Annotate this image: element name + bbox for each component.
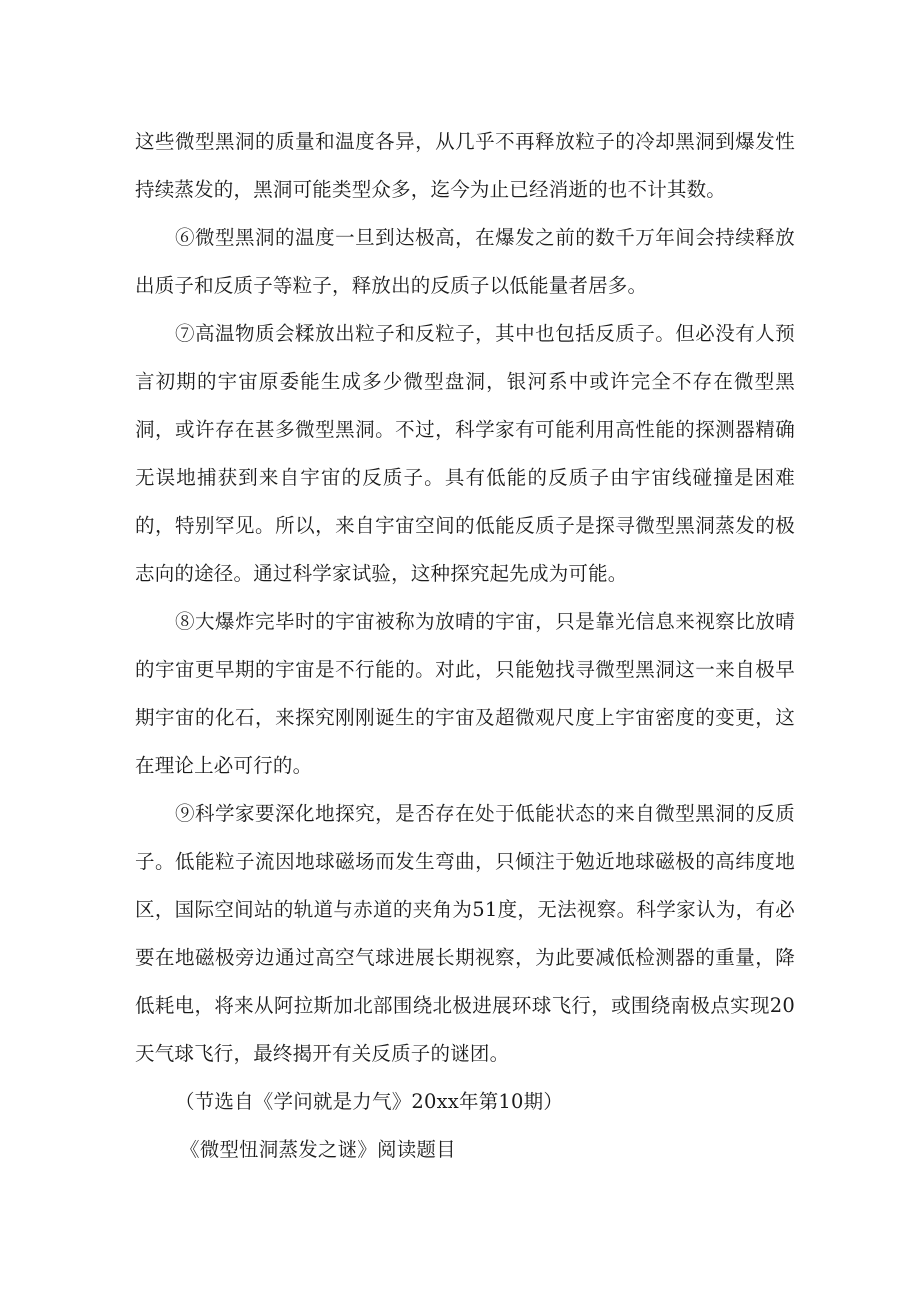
document-body xyxy=(135,118,795,1174)
paragraph-9: ⑨科学家要深化地探究，是否存在处于低能状态的来自微型黑洞的反质子。低能粒子流因地球磁场而发生弯曲，只倾注于勉近地球磁极的高纬度地区，国际空间站的轨道与赤道的夹角为51度，无法视察。科学家认为，有必要在地磁极旁边通过高空气球进展长期视察，为此要减低检测器的重量，降低耗电，将来从阿拉斯加北部围绕北极进展环球飞行，或围绕南极点实现20天气球飞行，最终揭开有关反质子的谜团。 xyxy=(135,802,795,1065)
source-citation: （节选自《学问就是力气》20xx年第10期） xyxy=(175,1090,564,1113)
paragraph-6: ⑥微型黑洞的温度一旦到达极高，在爆发之前的数千万年间会持续释放出质子和反质子等粒子，释放出的反质子以低能量者居多。 xyxy=(135,226,795,297)
section-heading: 《微型忸洞蒸发之谜》阅读题目 xyxy=(180,1138,456,1161)
paragraph-7: ⑦高温物质会糅放出粒子和反粒子，其中也包括反质子。但必没有人预言初期的宇宙原委能生成多少微型盘洞，银河系中或许完全不存在微型黑洞，或许存在甚多微型黑洞。不过，科学家有可能利用高性能的探测器精确无误地捕获到来自宇宙的反质子。具有低能的反质子由宇宙线碰撞是困难的，特别罕见。所以，来自宇宙空间的低能反质子是探寻微型黑洞蒸发的极志向的途径。通过科学家试验，这种探究起先成为可能。 xyxy=(135,322,795,585)
paragraph-continuation: 这些微型黑洞的质量和温度各异，从几乎不再释放粒子的冷却黑洞到爆发性持续蒸发的，黑洞可能类型众多，迄今为止已经消逝的也不计其数。 xyxy=(135,130,795,201)
paragraph-8: ⑧大爆炸完毕时的宇宙被称为放晴的宇宙，只是靠光信息来视察比放晴的宇宙更早期的宇宙是不行能的。对此，只能勉找寻微型黑洞这一来自极早期宇宙的化石，来探究刚刚诞生的宇宙及超微观尺度上宇宙密度的变更，这在理论上必可行的。 xyxy=(135,610,795,777)
